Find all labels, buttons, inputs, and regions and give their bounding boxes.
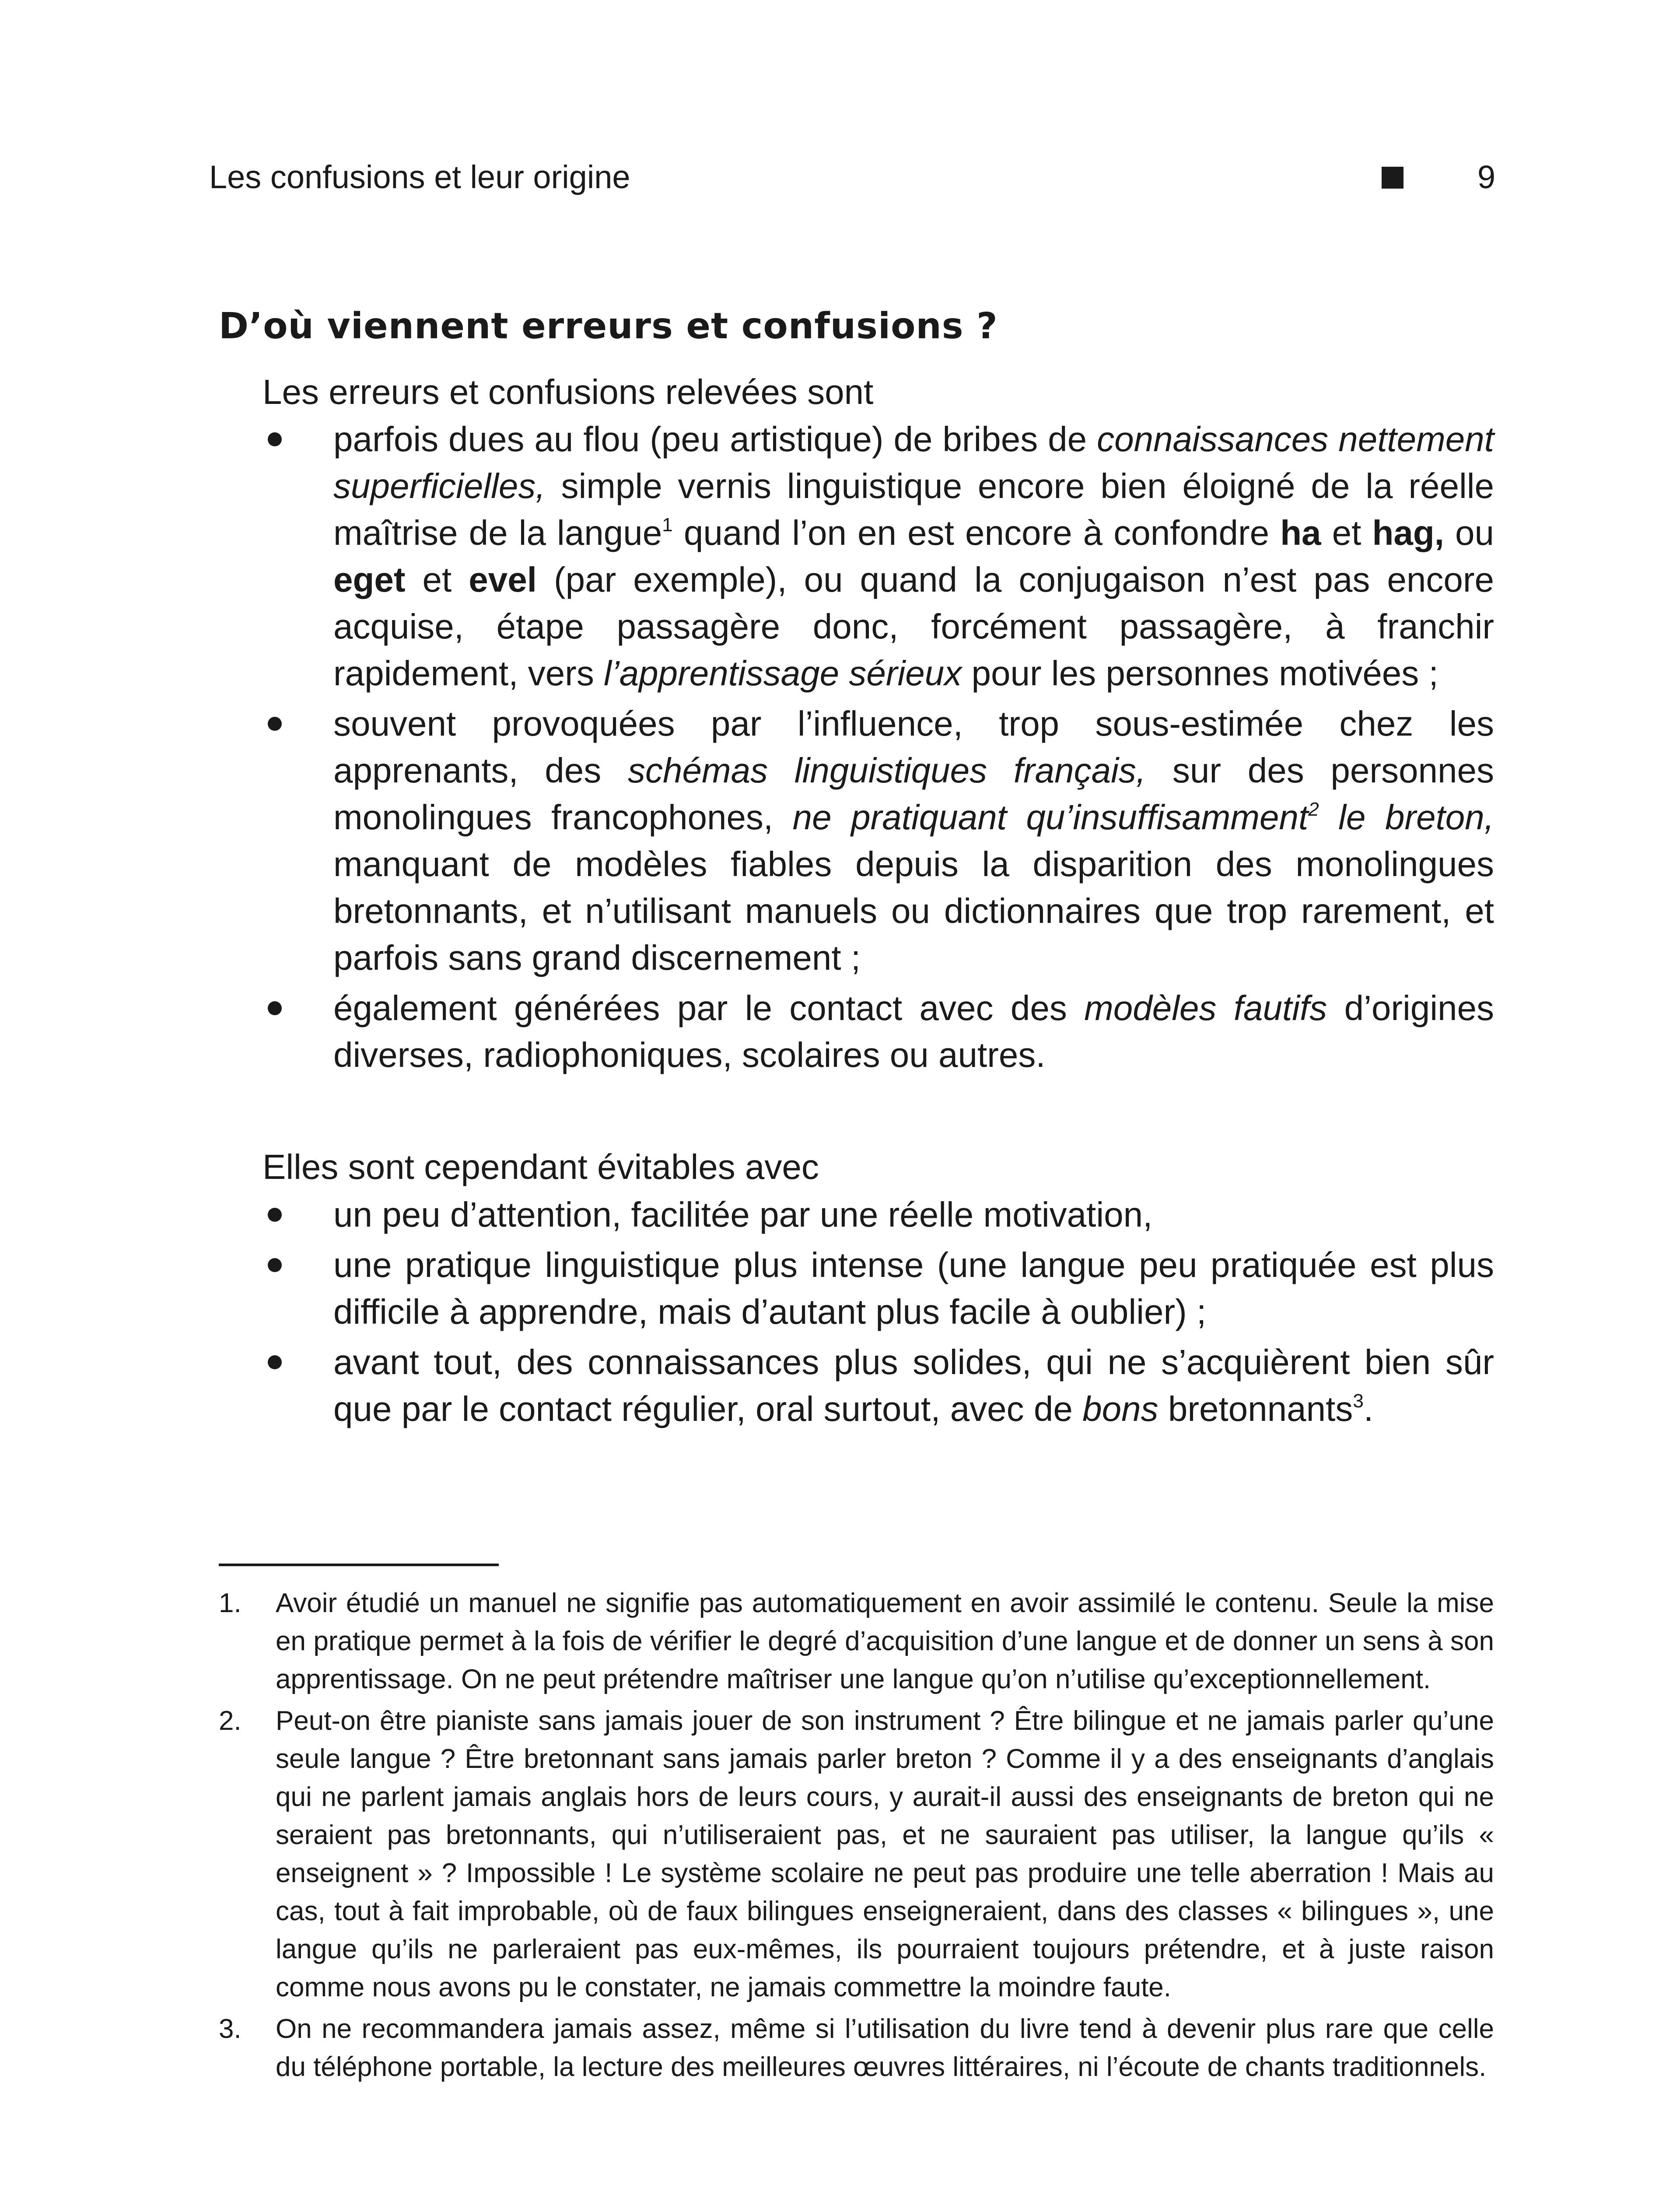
bullet-item [262, 1339, 1494, 1432]
footnote-item [219, 1584, 1494, 1698]
bullet-dot-icon [268, 1208, 282, 1222]
bullet-dot-icon [268, 1355, 282, 1369]
bullet-dot-icon [268, 1258, 282, 1272]
bullet-text: une pratique linguistique plus intense (une langue peu pratiquée est plus difficile à apprendre, mais d’autant plus facile à oublier) ; [333, 1245, 1494, 1331]
running-header [209, 155, 1495, 199]
intro-paragraph-2: Elles sont cependant évitables avec [262, 1147, 819, 1186]
footnote-number: 2. [219, 1706, 242, 1736]
footnote-item [219, 2010, 1494, 2086]
page-number: 9 [1477, 159, 1495, 195]
footnote-text: Peut-on être pianiste sans jamais jouer de son instrument ? Être bilingue et ne jamais parler qu’une seule langue ? Être bretonnant sans jamais parler breton ? Comme il y a des enseignants d’anglais qui ne parlent jamais anglais hors de leurs cours, y aurait-il aussi des enseignants de breton qui ne seraient pas bretonnants, qui n’utiliseraient pas, et ne sauraient pas utiliser, la langue qu’ils « enseignent » ? Impossible ! Le système scolaire ne peut pas produire une telle aberration ! Mais au cas, tout à fait improbable, où de faux bilingues enseigneraient, dans des classes « bilingues », une langue qu’ils ne parleraient pas eux-mêmes, ils pourraient toujours prétendre, et à juste raison comme nous avons pu le constater, ne jamais commettre la moindre faute. [276, 1706, 1494, 2002]
footnote-text: Avoir étudié un manuel ne signifie pas automatiquement en avoir assimilé le contenu. Seule la mise en pratique permet à la fois de vérifier le degré d’acquisition d’une langue et de donner un sens à son apprentissage. On ne peut prétendre maîtriser une langue qu’on n’utilise qu’exceptionnellement. [276, 1588, 1494, 1694]
footnote-number: 1. [219, 1588, 242, 1618]
footnote-number: 3. [219, 2014, 242, 2044]
bullet-item [262, 700, 1494, 981]
header-square-marker [1382, 167, 1404, 189]
bullet-list-1 [262, 416, 1494, 1082]
bullet-item [262, 1191, 1494, 1238]
footnotes [219, 1584, 1494, 2090]
intro-paragraph-1: Les erreurs et confusions relevées sont [262, 372, 874, 411]
bullet-dot-icon [268, 717, 282, 731]
footnote-item [219, 1702, 1494, 2006]
bullet-dot-icon [268, 432, 282, 446]
section-title: D’où viennent erreurs et confusions ? [219, 305, 998, 347]
bullet-text: un peu d’attention, facilitée par une réelle motivation, [333, 1195, 1153, 1234]
bullet-text: également générées par le contact avec des modèles fautifs d’origines diverses, radiophoniques, scolaires ou autres. [333, 989, 1494, 1074]
bullet-text: avant tout, des connaissances plus solides, qui ne s’acquièrent bien sûr que par le contact régulier, oral surtout, avec de bons bretonnants$^3$. [333, 1343, 1494, 1428]
bullet-item [262, 985, 1494, 1078]
bullet-item [262, 416, 1494, 697]
bullet-text: parfois dues au flou (peu artistique) de bribes de connaissances nettement superficielles, simple vernis linguistique encore bien éloigné de la réelle maîtrise de la langue$^1$ quand l’on en est encore à confondre ha et hag, ou eget et evel (par exemple), ou quand la conjugaison n’est pas encore acquise, étape passagère donc, forcément passagère, à franchir rapidement, vers l’apprentissage sérieux pour les personnes motivées ; [333, 420, 1494, 693]
bullet-dot-icon [268, 1001, 282, 1015]
footnote-text: On ne recommandera jamais assez, même si l’utilisation du livre tend à devenir plus rare que celle du téléphone portable, la lecture des meilleures œuvres littéraires, ni l’écoute de chants traditionnels. [276, 2014, 1494, 2082]
running-title: Les confusions et leur origine [209, 159, 630, 195]
bullet-list-2 [262, 1191, 1494, 1436]
bullet-text: souvent provoquées par l’influence, trop sous-estimée chez les apprenants, des schémas linguistiques français, sur des personnes monolingues francophones, ne pratiquant qu’insuffisamment$^2$ le breton, manquant de modèles fiables depuis la disparition des monolingues bretonnants, et n’utilisant manuels ou dictionnaires que trop rarement, et parfois sans grand discernement ; [333, 704, 1494, 977]
bullet-item [262, 1241, 1494, 1335]
footnote-separator [219, 1564, 499, 1566]
